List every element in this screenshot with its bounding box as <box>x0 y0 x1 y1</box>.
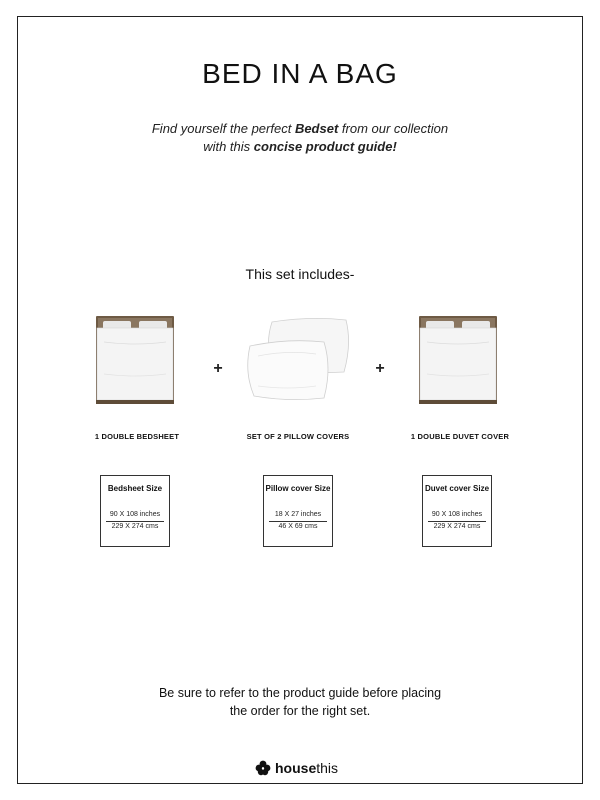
page-title: BED IN A BAG <box>202 58 398 89</box>
intro-line-2 <box>0 138 600 156</box>
bed-icon <box>94 314 176 406</box>
brand-logo <box>255 758 338 778</box>
intro-line2-bold: concise product guide! <box>253 139 397 154</box>
includes-heading: This set includes- <box>245 266 355 282</box>
caption-pillow-covers: SET OF 2 PILLOW COVERS <box>246 432 350 441</box>
size-inches: 90 X 108 inches <box>109 511 161 518</box>
footer-line-2: the order for the right set. <box>229 704 371 718</box>
intro-line1-post: from our collection <box>338 121 449 136</box>
intro-line1-pre: Find yourself the perfect <box>151 121 295 136</box>
duvet-icon <box>417 314 499 406</box>
intro-line-1 <box>0 120 600 138</box>
intro-text <box>0 120 600 156</box>
caption-duvet-cover: 1 DOUBLE DUVET COVER <box>410 432 510 441</box>
size-cms: 229 X 274 cms <box>111 523 159 530</box>
size-inches: 18 X 27 inches <box>274 511 322 518</box>
intro-line2-pre: with this <box>203 139 254 154</box>
footer-line-1: Be sure to refer to the product guide before placing <box>158 686 442 700</box>
size-divider <box>428 521 486 522</box>
size-card-duvet <box>422 475 492 547</box>
size-divider <box>106 521 164 522</box>
size-inches: 90 X 108 inches <box>431 511 483 518</box>
size-cms: 229 X 274 cms <box>433 523 481 530</box>
brand-name-bold: house <box>275 760 317 776</box>
caption-bedsheet: 1 DOUBLE BEDSHEET <box>94 432 180 441</box>
size-cms: 46 X 69 cms <box>278 523 318 530</box>
footer-note <box>0 684 600 720</box>
size-card-bedsheet <box>100 475 170 547</box>
size-card-title: Bedsheet Size <box>107 484 163 493</box>
size-card-title: Pillow cover Size <box>265 484 331 493</box>
intro-line1-bold: Bedset <box>294 121 339 136</box>
plus-sign-1: + <box>213 360 223 377</box>
brand-name <box>275 760 338 776</box>
pillow-icon <box>244 316 352 402</box>
plus-sign-2: + <box>375 360 385 377</box>
brand-name-light: this <box>316 760 339 776</box>
size-card-pillow <box>263 475 333 547</box>
size-divider <box>269 521 327 522</box>
flower-logo-icon <box>255 760 271 776</box>
size-card-title: Duvet cover Size <box>424 484 490 493</box>
